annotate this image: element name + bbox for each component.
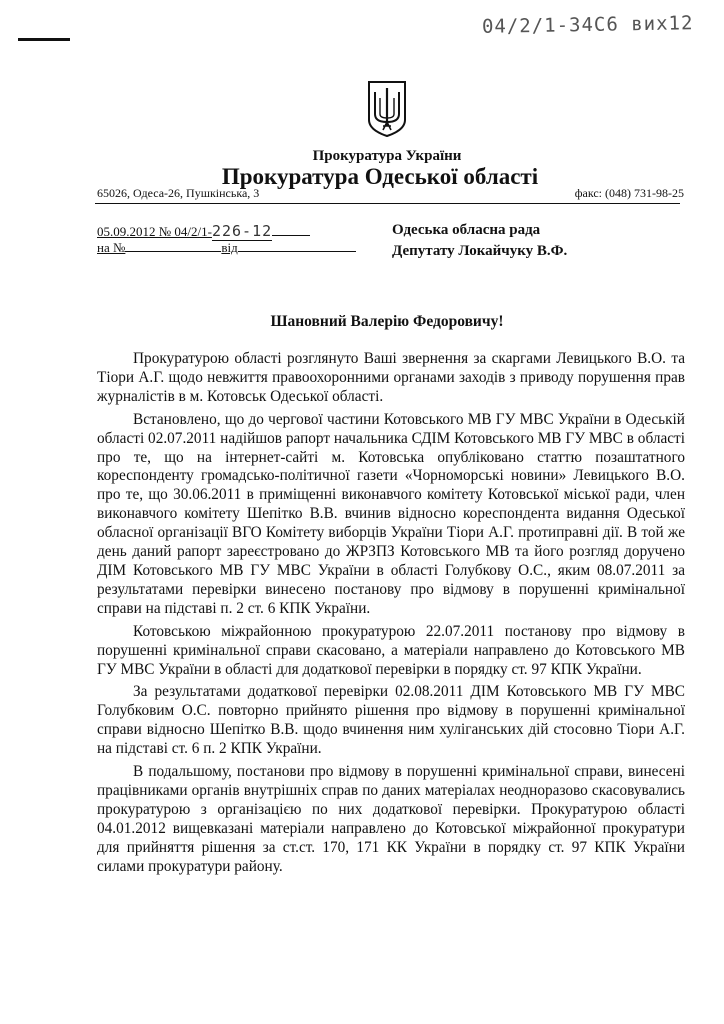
outgoing-registration: [97, 222, 310, 240]
incoming-from-label: від: [221, 240, 238, 255]
blank-line: [238, 239, 356, 252]
handwritten-outgoing-number: 226-12: [211, 222, 273, 240]
org-parent-name: Прокуратура України: [312, 148, 462, 164]
trident-emblem-icon: [366, 80, 408, 138]
org-fax: факс: (048) 731-98-25: [574, 186, 684, 200]
outgoing-date-number: 05.09.2012 № 04/2/1-: [97, 224, 212, 239]
scan-edge-mark: [18, 38, 70, 41]
recipient-person: Депутату Локайчуку В.Ф.: [392, 243, 568, 259]
header-divider: [95, 203, 680, 204]
org-name: Прокуратура Одеської області: [221, 164, 539, 189]
incoming-number-label: на №: [97, 240, 126, 255]
body-paragraph: Встановлено, що до чергової частини Котовського МВ ГУ МВС України в Одеській області 02.07.2011 надійшов рапорт начальника СДІМ Котовського МВ ГУ МВС в області про те, що на інтернет-сайті м. Котовська опубліковано статтю позаштатного кореспонденту громадсько-політичної газети «Чорноморські новини» Левицького В.О. про те, що 30.06.2011 в приміщенні виконавчого комітету Котовської міської ради, член виконавчого комітету Шепітко В.В. вчинив відносно кореспондента видання Одеської обласної організації ВГО Комітету виборців України Тіори А.Г. протиправні дії. В той же день даний рапорт зареєстровано до ЖРЗПЗ Котовського МВ та його розгляд доручено ДІМ Котовського МВ ГУ МВС України в області Голубкову О.С., яким 08.07.2011 за результатами перевірки винесено постанову про відмову в порушенні кримінальної справи на підставі п. 2 ст. 6 КПК України.: [97, 410, 685, 617]
blank-line: [125, 239, 221, 252]
incoming-registration: [97, 239, 356, 256]
org-address: 65026, Одеса-26, Пушкінська, 3: [97, 186, 260, 200]
body-paragraph: Котовською міжрайонною прокуратурою 22.07.2011 постанову про відмову в порушенні кримінальної справи скасовано, а матеріали направлено до Котовського МВ ГУ МВС України в області для додаткової перевірки в порядку ст. 97 КПК України.: [97, 622, 685, 678]
blank-line: [272, 223, 310, 236]
letter-body: [97, 350, 685, 880]
handwritten-reference: 04/2/1-34С6 вих12: [481, 12, 694, 38]
body-paragraph: За результатами додаткової перевірки 02.08.2011 ДІМ Котовського МВ ГУ МВС Голубковим О.С. повторно прийнято рішення про відмову в порушенні кримінальної справи відносно Шепітко В.В. щодо вчинення ним хуліганських дій стосовно Тіори А.Г. на підставі ст. 6 п. 2 КПК України.: [97, 683, 685, 758]
body-paragraph: В подальшому, постанови про відмову в порушенні кримінальної справи, винесені працівниками органів внутрішніх справ по даних матеріалах неодноразово скасовувались прокуратурою з організацією по них додаткової перевірки. Прокуратурою області 04.01.2012 вищевказані матеріали направлено до Котовської міжрайонної прокуратури для прийняття рішення за ст.ст. 170, 171 КК України в порядку ст. 97 КПК України силами прокуратури району.: [97, 763, 685, 875]
body-paragraph: Прокуратурою області розглянуто Ваші звернення за скаргами Левицького В.О. та Тіори А.Г. щодо невжиття правоохоронними органами заходів з приводу порушення прав журналістів в м. Котовськ Одеської області.: [97, 350, 685, 405]
salutation: Шановний Валерію Федоровичу!: [270, 313, 504, 330]
recipient-organization: Одеська обласна рада: [392, 222, 541, 238]
